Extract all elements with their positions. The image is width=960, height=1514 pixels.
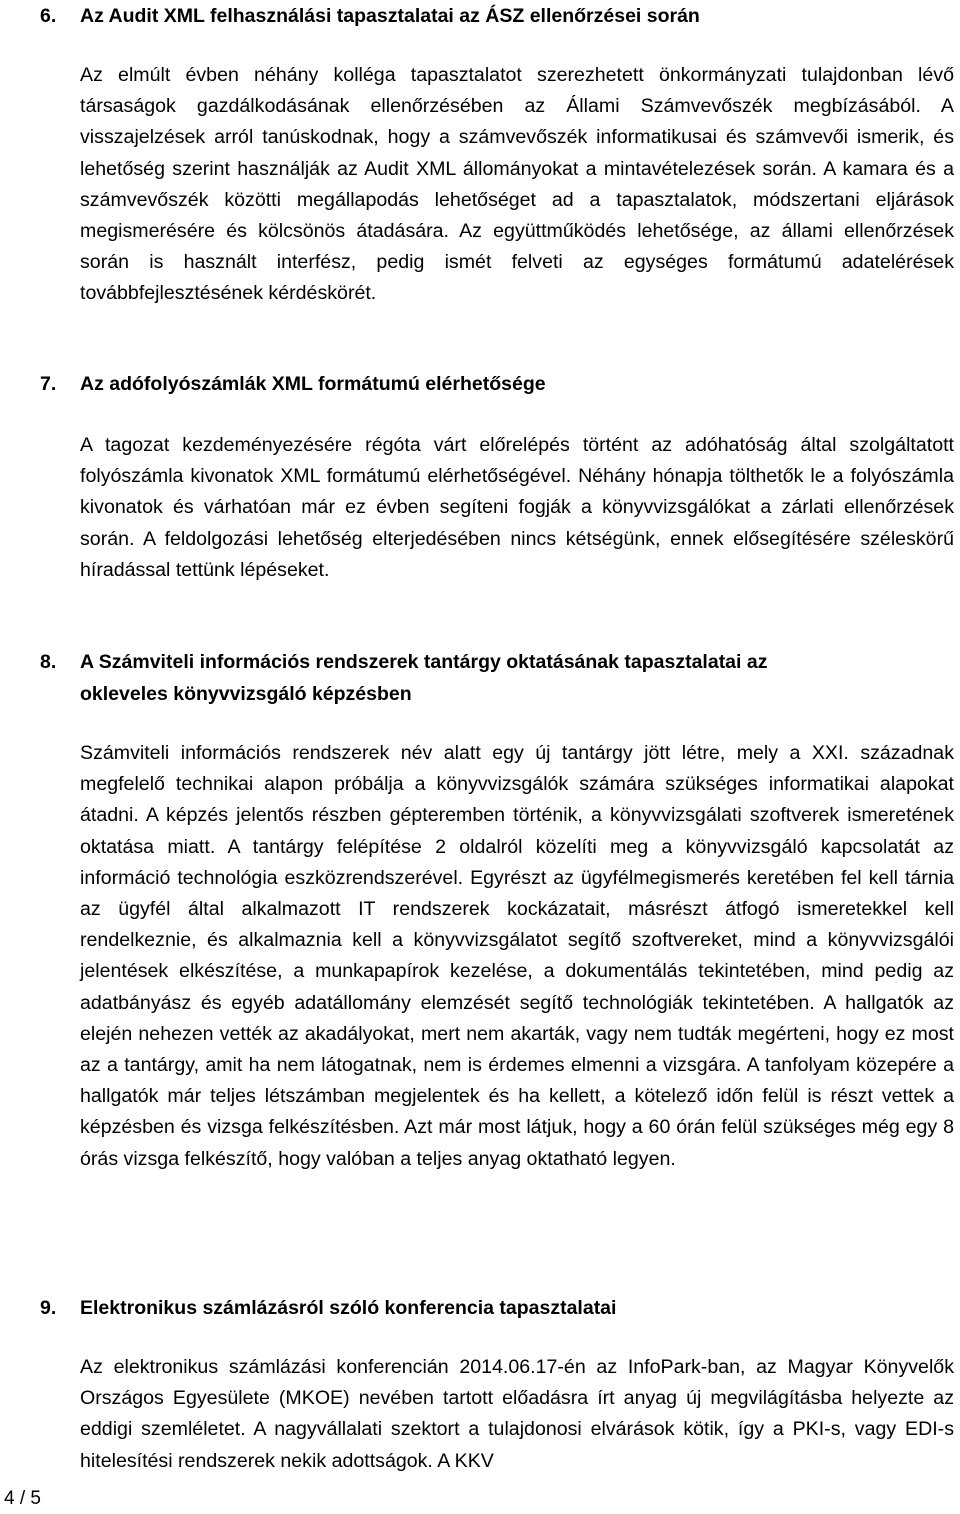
section-title: Elektronikus számlázásról szóló konferencia tapasztalatai xyxy=(80,1297,617,1319)
section-heading xyxy=(0,1292,960,1324)
section-6 xyxy=(0,0,960,305)
section-7 xyxy=(0,368,960,581)
section-body: Számviteli információs rendszerek név alatt egy új tantárgy jött létre, mely a XXI. századnak megfelelő technikai alapon próbálja a könyvvizsgálók számára szükséges informatikai alapokat átadni. A képzés jelentős részben gépteremben történik, a könyvvizsgálati szoftverek ismeretének oktatása miatt. A tantárgy felépítése 2 oldalról közelíti meg a könyvvizsgáló kapcsolatát az információ technológia eszközrendszerével. Egyrészt az ügyfélmegismerés keretében fel kell tárnia az ügyfél által alkalmazott IT rendszerek kockázatait, másrészt átfogó ismeretekkel kell rendelkeznie, és alkalmaznia kell a könyvvizsgálatot segítő szoftvereket, mind a könyvvizsgálói jelentések elkészítése, a munkapapírok kezelése, a dokumentálás tekintetében, mind pedig az adatbányász és egyéb adatállomány elemzését segítő technológiák tekintetében. A hallgatók az elején nehezen vették az akadályokat, mert nem akarták, vagy nem tudták megérteni, hogy ez most az a tantárgy, amit ha nem látogatnak, nem is érdemes elmenni a vizsgára. A tanfolyam közepére a hallgatók már teljes létszámban megjelentek és ha kellett, a kötelező időn felül is részt vettek a képzésben és vizsga felkészítésben. Azt már most látjuk, hogy a 60 órán felül szükséges még egy 8 órás vizsga felkészítő, hogy valóban a teljes anyag oktatható legyen. xyxy=(80,742,954,1170)
section-8 xyxy=(0,646,960,1170)
page-number: 4 / 5 xyxy=(4,1488,41,1509)
section-number: 8. xyxy=(40,651,57,673)
section-title: Az adófolyószámlák XML formátumú elérhetősége xyxy=(80,373,546,395)
section-body: Az elektronikus számlázási konferencián 2014.06.17-én az InfoPark-ban, az Magyar Könyvelők Országos Egyesülete (MKOE) nevében tartott előadásra írt anyag új megvilágításba helyezte az eddigi szemléletet. A nagyvállalati szektort a tulajdonosi elvárások kötik, így a PKI-s, vagy EDI-s hitelesítési rendszerek nekik adottságok. A KKV xyxy=(80,1356,954,1472)
section-number: 9. xyxy=(40,1297,57,1319)
section-9 xyxy=(0,1292,960,1472)
section-heading xyxy=(0,0,960,32)
section-heading xyxy=(0,646,960,710)
section-body: Az elmúlt évben néhány kolléga tapasztalatot szerezhetett önkormányzati tulajdonban lévő társaságok gazdálkodásának ellenőrzésében az Állami Számvevőszék megbízásából. A visszajelzések arról tanúskodnak, hogy a számvevőszék informatikusai és számvevői ismerik, és lehetőség szerint használják az Audit XML állományokat a mintavételezések során. A kamara és a számvevőszék közötti megállapodás lehetőséget ad a tapasztalatok, módszertani eljárások megismerésére és kölcsönös átadására. Az együttműködés lehetősége, az állami ellenőrzések során is használt interfész, pedig ismét felveti az egységes formátumú adatelérések továbbfejlesztésének kérdéskörét. xyxy=(80,64,954,305)
section-heading xyxy=(0,368,960,400)
section-title: A Számviteli információs rendszerek tantárgy oktatásának tapasztalatai az okleveles könyvvizsgáló képzésben xyxy=(80,651,768,705)
section-title: Az Audit XML felhasználási tapasztalatai az ÁSZ ellenőrzései során xyxy=(80,5,700,27)
section-body: A tagozat kezdeményezésére régóta várt előrelépés történt az adóhatóság által szolgáltatott folyószámla kivonatok XML formátumú elérhetőségével. Néhány hónapja tölthetők le a folyószámla kivonatok és várhatóan már ez évben segíteni fogják a könyvvizsgálókat a zárlati ellenőrzések során. A feldolgozási lehetőség elterjedésében nincs kétségünk, ennek elősegítésére széleskörű híradással tettünk lépéseket. xyxy=(80,434,954,581)
section-number: 7. xyxy=(40,373,57,395)
section-number: 6. xyxy=(40,5,57,27)
